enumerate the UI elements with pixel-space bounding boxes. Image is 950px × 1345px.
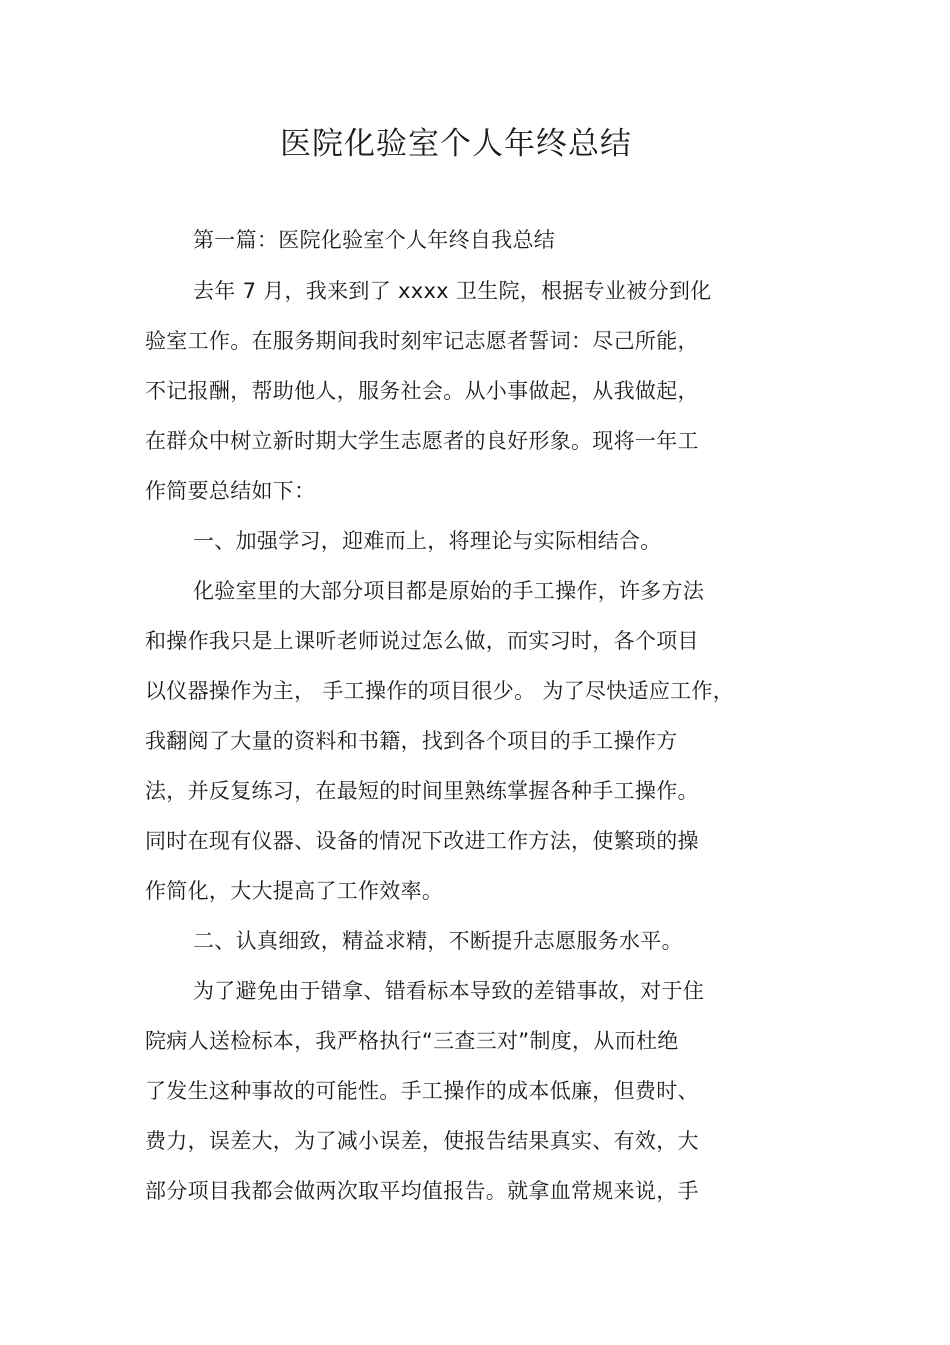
paragraph-line: 费力，误差大，为了减小误差，使报告结果真实、有效，大 [145, 1129, 699, 1153]
paragraph-line: 同时在现有仪器、设备的情况下改进工作方法，使繁琐的操 [145, 829, 699, 853]
paragraph-line: 部分项目我都会做两次取平均值报告。就拿血常规来说，手 [145, 1179, 699, 1203]
paragraph-line: 在群众中树立新时期大学生志愿者的良好形象。现将一年工 [145, 429, 699, 453]
section-heading: 一、加强学习，迎难而上，将理论与实际相结合。 [193, 529, 662, 553]
paragraph-line: 为了避免由于错拿、错看标本导致的差错事故，对于住 [193, 979, 705, 1003]
paragraph-line: 作简要总结如下： [145, 479, 316, 503]
paragraph-line: 作简化，大大提高了工作效率。 [145, 879, 444, 903]
section-heading: 二、认真细致，精益求精，不断提升志愿服务水平。 [193, 929, 683, 953]
paragraph-line: 和操作我只是上课听老师说过怎么做，而实习时，各个项目 [145, 629, 699, 653]
paragraph-line: 了发生这种事故的可能性。手工操作的成本低廉，但费时、 [145, 1079, 699, 1103]
paragraph-line: 法，并反复练习，在最短的时间里熟练掌握各种手工操作。 [145, 779, 699, 803]
paragraph-line: 我翻阅了大量的资料和书籍，找到各个项目的手工操作方 [145, 729, 678, 753]
paragraph-line: 化验室里的大部分项目都是原始的手工操作，许多方法 [193, 579, 705, 603]
paragraph-line: 去年 7 月，我来到了 xxxx 卫生院，根据专业被分到化 [193, 279, 712, 303]
paragraph-line: 院病人送检标本，我严格执行“三查三对”制度，从而杜绝 [145, 1029, 679, 1053]
paragraph-line: 以仪器操作为主， 手工操作的项目很少。 为了尽快适应工作， [145, 679, 735, 703]
paragraph-line: 验室工作。在服务期间我时刻牢记志愿者誓词：尽己所能， [145, 329, 699, 353]
paragraph-line: 不记报酬，帮助他人，服务社会。从小事做起，从我做起， [145, 379, 699, 403]
page-title: 医院化验室个人年终总结 [280, 126, 632, 162]
section-heading: 第一篇：医院化验室个人年终自我总结 [193, 228, 556, 252]
